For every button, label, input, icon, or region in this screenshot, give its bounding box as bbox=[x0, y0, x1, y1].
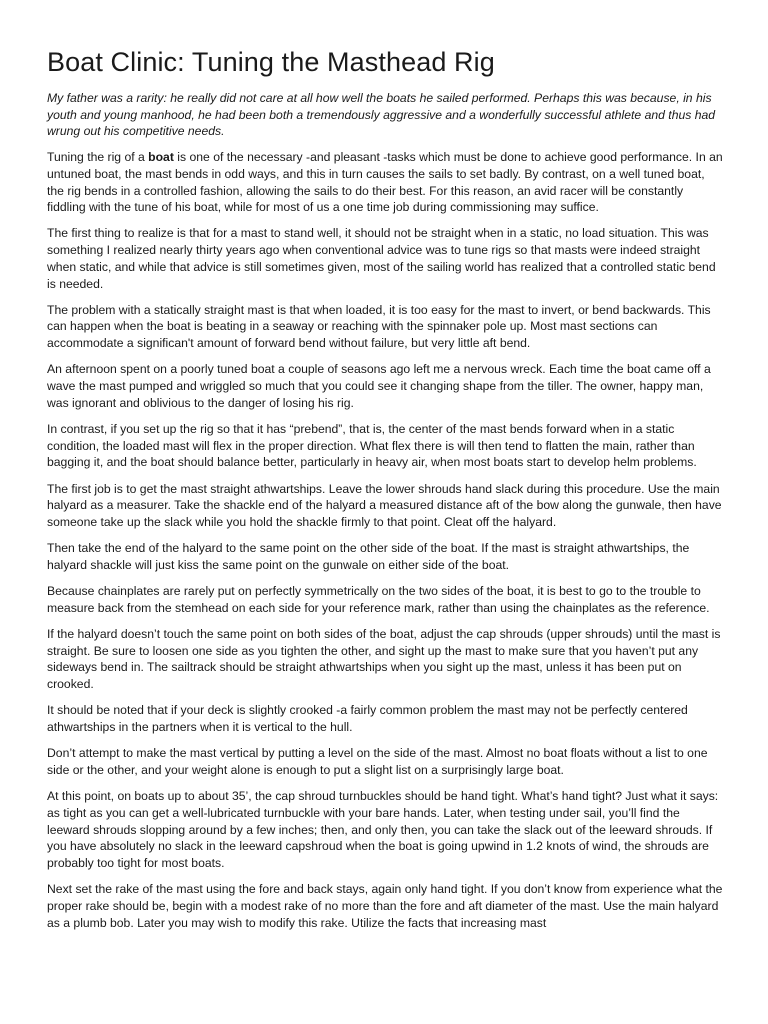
paragraph: Because chainplates are rarely put on perfectly symmetrically on the two sides of the boat, it is best to go to the trouble to measure back from the stemhead on each side for your reference mark, rather than using the chainplates as the reference. bbox=[47, 584, 710, 615]
keyword-boat: boat bbox=[148, 150, 174, 165]
paragraph: In contrast, if you set up the rig so that it has “prebend”, that is, the center of the mast bends forward when in a static condition, the loaded mast will flex in the proper direction. What flex there is will then tend to flatten the main, rather than bagging it, and the boat should balance better, particularly in heavy air, when most boats start to develop helm problems. bbox=[47, 421, 697, 470]
keyword-boat: boat bbox=[677, 166, 702, 181]
paragraph-1-text-b: is one of the necessary -and pleasant -tasks which must be done to achieve good performance. In an untuned boat, the mast bends in odd ways, and this in turn causes the sails to set badly. By contrast, on a well tuned bbox=[47, 150, 723, 181]
paragraph: Don’t attempt to make the mast vertical by putting a level on the side of the mast. Almost no boat floats without a list to one side or the other, and your weight alone is enough to put a slight list on a surprisingly large boat. bbox=[47, 746, 708, 777]
article bbox=[47, 44, 723, 941]
paragraph: If the halyard doesn’t touch the same point on both sides of the boat, adjust the cap shrouds (upper shrouds) until the mast is straight. Be sure to loosen one side as you tighten the other, and sight up the mast to make sure that you haven’t put any sideways bend in. The sailtrack should be straight athwartships when you sight up the mast, unless it has been put on crooked. bbox=[47, 626, 721, 692]
paragraph: An afternoon spent on a poorly tuned boat a couple of seasons ago left me a nervous wreck. Each time the boat came off a wave the mast pumped and wriggled so much that you could see it changing shape from the tiller. The owner, happy man, was ignorant and oblivious to the danger of losing his rig. bbox=[47, 362, 711, 410]
paragraph: Then take the end of the halyard to the same point on the other side of the boat. If the mast is straight athwartships, the halyard shackle will just kiss the same point on the gunwale on either side of the boat. bbox=[47, 541, 690, 572]
paragraph: At this point, on boats up to about 35’, the cap shroud turnbuckles should be hand tight. What’s hand tight? Just what it says: as tight as you can get a well-lubricated turnbuckle with your bare hands. Later, when testing under sail, you’ll find the leeward shrouds slopping around by a few inches; then, and only then, you can take the slack out of the leeward shrouds. If you have absolutely no slack in the leeward capshroud when the boat is going upwind in 1.2 knots of wind, the shrouds are probably too tight for most boats. bbox=[47, 789, 719, 870]
paragraph: The problem with a statically straight mast is that when loaded, it is too easy for the mast to invert, or bend backwards. This can happen when the boat is beating in a seaway or reaching with the spinnaker pole up. Most mast sections can accommodate a significan't amount of forward bend without failure, but very little aft bend. bbox=[47, 302, 711, 351]
paragraph: It should be noted that if your deck is slightly crooked -a fairly common problem the mast may not be perfectly centered athwartships in the partners when it is vertical to the hull. bbox=[47, 703, 688, 734]
paragraph: The first job is to get the mast straight athwartships. Leave the lower shrouds hand slack during this procedure. Use the main halyard as a measurer. Take the shackle end of the halyard a measured distance aft of the bow along the gunwale, then have someone take up the slack while you hold the shackle firmly to that point. Cleat off the halyard. bbox=[47, 481, 722, 529]
paragraph-1 bbox=[47, 149, 723, 216]
article-title: Boat Clinic: Tuning the Masthead Rig bbox=[47, 47, 495, 77]
paragraph-1-text-a: Tuning the rig of a bbox=[47, 150, 149, 165]
paragraph-1-text-c: , the rig bends in a controlled fashion, allowing the sails to do their best. For this reason, an avid racer will be constantly fiddling with the tune of his boat, while for most of us a one time job during commissioning may suffice. bbox=[47, 166, 705, 215]
intro-paragraph: My father was a rarity: he really did not care at all how well the boats he sailed performed. Perhaps this was because, in his youth and young manhood, he had been both a tremendously aggressive and a wonderfully successful athlete and thus had wrung out his competitive needs. bbox=[47, 91, 716, 139]
paragraph: Next set the rake of the mast using the fore and back stays, again only hand tight. If you don’t know from experience what the proper rake should be, begin with a modest rake of no more than the fore and aft diameter of the mast. Use the main halyard as a plumb bob. Later you may wish to modify this rake. Utilize the facts that increasing mast bbox=[47, 882, 723, 930]
paragraph: The first thing to realize is that for a mast to stand well, it should not be straight when in a static, no load situation. This was something I realized nearly thirty years ago when conventional advice was to tune rigs so that masts were indeed straight when static, and while that advice is still sometimes given, most of the sailing world has realized that a controlled static bend is needed. bbox=[47, 226, 716, 291]
